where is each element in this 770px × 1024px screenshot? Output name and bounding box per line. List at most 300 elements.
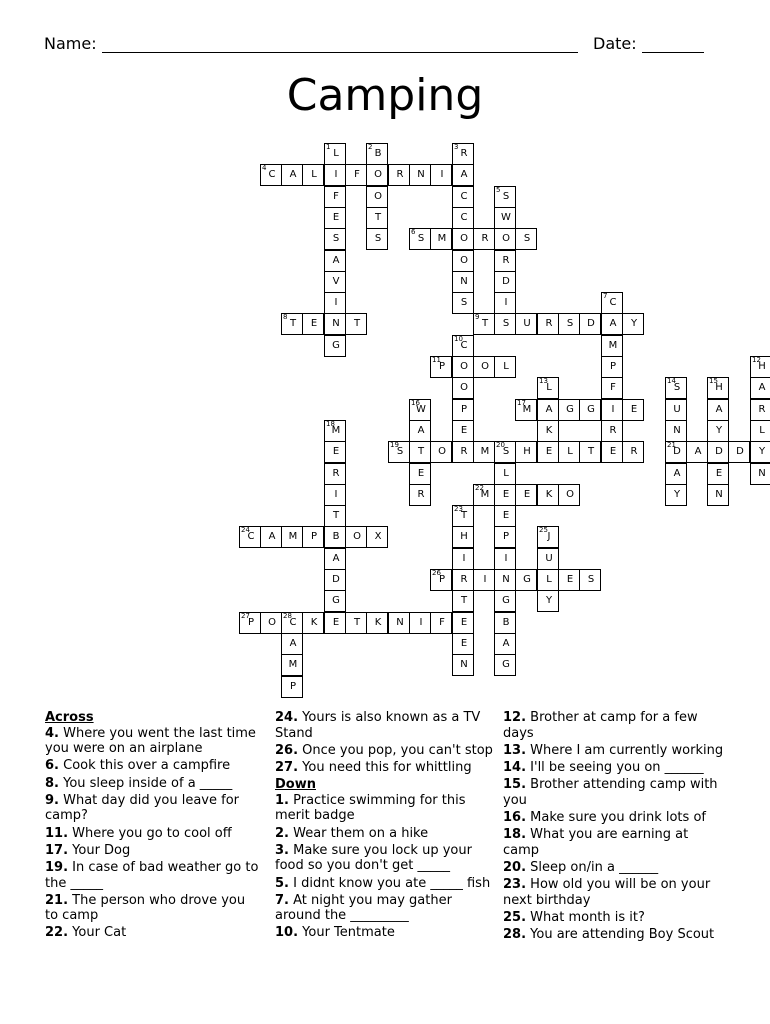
cell-letter: A — [609, 318, 617, 329]
clue — [275, 710, 493, 741]
grid-cell — [281, 654, 303, 676]
grid-cell — [452, 526, 474, 548]
cell-letter: A — [268, 531, 276, 542]
grid-cell — [494, 228, 516, 250]
clue — [275, 893, 493, 924]
grid-cell — [473, 484, 495, 506]
cell-letter: M — [288, 531, 298, 542]
clue-number: 22. — [45, 925, 69, 941]
grid-cell — [452, 441, 474, 463]
grid-cell — [622, 313, 644, 335]
grid-cell — [452, 143, 474, 165]
grid-cell — [324, 590, 346, 612]
grid-cell — [388, 164, 410, 186]
cell-letter: O — [481, 361, 489, 372]
grid-cell — [579, 399, 601, 421]
clue — [45, 860, 260, 891]
grid-cell — [601, 441, 623, 463]
clue-number: 10. — [275, 925, 299, 941]
clue-number: 19. — [45, 859, 69, 875]
cell-letter: R — [396, 169, 404, 180]
grid-cell — [409, 463, 431, 485]
cell-letter: P — [438, 361, 446, 372]
cell-letter: T — [587, 446, 595, 457]
clue — [45, 758, 260, 774]
clue-number: 14. — [503, 759, 527, 775]
clue-number: 1. — [275, 792, 289, 808]
cell-letter: I — [334, 489, 338, 500]
cell-letter: I — [334, 169, 338, 180]
grid-cell — [430, 441, 452, 463]
cell-number: 2 — [368, 143, 373, 151]
grid-cell — [494, 633, 516, 655]
grid-cell — [665, 441, 687, 463]
cell-letter: P — [460, 404, 468, 415]
grid-cell — [494, 505, 516, 527]
grid-cell — [324, 420, 346, 442]
cell-number: 16 — [411, 399, 420, 407]
cell-letter: L — [546, 382, 552, 393]
cell-letter: A — [715, 404, 723, 415]
cell-letter: A — [694, 446, 702, 457]
cell-letter: U — [545, 553, 553, 564]
cell-letter: M — [437, 233, 447, 244]
grid-cell — [452, 654, 474, 676]
clue-text: Where you went the last time you were on an airplane — [45, 725, 256, 757]
grid-cell — [452, 377, 474, 399]
cell-letter: L — [333, 148, 339, 159]
grid-cell — [494, 548, 516, 570]
grid-cell — [345, 526, 367, 548]
grid-cell — [750, 399, 770, 421]
clue-number: 4. — [45, 725, 59, 741]
cell-letter: I — [611, 404, 615, 415]
cell-letter: E — [523, 489, 531, 500]
cell-letter: N — [460, 276, 468, 287]
grid-cell — [665, 484, 687, 506]
clue — [503, 927, 725, 943]
grid-cell — [324, 228, 346, 250]
cell-letter: T — [353, 617, 361, 628]
grid-cell — [537, 420, 559, 442]
grid-cell — [452, 420, 474, 442]
clue-number: 6. — [45, 758, 59, 774]
grid-cell — [537, 590, 559, 612]
clue — [503, 760, 725, 776]
grid-cell — [239, 612, 261, 634]
cell-letter: O — [460, 233, 468, 244]
cell-letter: A — [289, 169, 297, 180]
clue-text: Once you pop, you can't stop — [298, 742, 493, 758]
clue-text: Brother attending camp with you — [503, 777, 718, 808]
grid-cell — [366, 207, 388, 229]
grid-cell — [452, 612, 474, 634]
across-heading: Across — [45, 710, 94, 725]
grid-cell — [452, 590, 474, 612]
cell-letter: E — [566, 574, 574, 585]
cell-letter: R — [460, 148, 468, 159]
cell-letter: A — [417, 425, 425, 436]
grid-cell — [430, 612, 452, 634]
grid-cell — [239, 526, 261, 548]
clue-text: How old you will be on your next birthday — [503, 877, 711, 908]
grid-cell — [430, 569, 452, 591]
cell-letter: S — [417, 233, 425, 244]
cell-number: 18 — [326, 420, 335, 428]
grid-cell — [366, 186, 388, 208]
grid-cell — [665, 377, 687, 399]
clue-text: In case of bad weather go to the _____ — [45, 859, 259, 891]
grid-cell — [494, 654, 516, 676]
cell-letter: E — [417, 468, 425, 479]
cell-letter: A — [460, 169, 468, 180]
grid-cell — [281, 164, 303, 186]
grid-cell — [324, 313, 346, 335]
grid-cell — [302, 313, 324, 335]
grid-cell — [324, 505, 346, 527]
grid-cell — [665, 420, 687, 442]
cell-letter: N — [417, 169, 425, 180]
cell-letter: D — [332, 574, 340, 585]
grid-cell — [494, 484, 516, 506]
grid-cell — [750, 420, 770, 442]
clue-text: What you are earning at camp — [503, 827, 689, 858]
clue-text: Your Dog — [68, 842, 131, 858]
cell-letter: E — [310, 318, 318, 329]
clue — [45, 726, 260, 757]
clue-number: 12. — [503, 710, 527, 725]
clue — [275, 793, 493, 824]
date-label: Date: — [593, 34, 637, 53]
grid-cell — [707, 484, 729, 506]
grid-cell — [494, 250, 516, 272]
clue — [45, 843, 260, 859]
grid-cell — [558, 484, 580, 506]
cell-number: 27 — [241, 612, 250, 620]
cell-letter: P — [289, 681, 297, 692]
grid-cell — [601, 420, 623, 442]
cell-letter: P — [310, 531, 318, 542]
grid-cell — [324, 441, 346, 463]
cell-letter: C — [460, 212, 468, 223]
cell-letter: J — [547, 531, 551, 542]
clue — [503, 810, 725, 826]
grid-cell — [409, 420, 431, 442]
cell-letter: E — [460, 638, 468, 649]
cell-letter: N — [758, 468, 766, 479]
grid-cell — [409, 612, 431, 634]
grid-cell — [324, 463, 346, 485]
grid-cell — [473, 569, 495, 591]
cell-letter: T — [460, 595, 468, 606]
cell-number: 22 — [475, 484, 484, 492]
clue — [275, 760, 493, 776]
cell-number: 21 — [667, 441, 676, 449]
cell-letter: H — [523, 446, 531, 457]
cell-letter: C — [460, 191, 468, 202]
clue-number: 2. — [275, 825, 289, 841]
clue-text: Brother at camp for a few days — [503, 710, 698, 741]
clue-text: You sleep inside of a _____ — [58, 775, 233, 791]
cell-letter: W — [501, 212, 511, 223]
grid-cell — [260, 612, 282, 634]
cell-letter: N — [332, 318, 340, 329]
cell-letter: K — [310, 617, 318, 628]
grid-cell — [622, 441, 644, 463]
grid-cell — [473, 228, 495, 250]
cell-letter: L — [546, 574, 552, 585]
cell-number: 9 — [475, 313, 480, 321]
clue-text: You need this for whittling — [298, 759, 472, 775]
cell-letter: S — [502, 191, 510, 202]
cell-letter: O — [460, 361, 468, 372]
clue — [275, 826, 493, 842]
grid-cell — [281, 676, 303, 698]
grid-cell — [665, 399, 687, 421]
cell-number: 24 — [241, 526, 250, 534]
cell-number: 15 — [709, 377, 718, 385]
grid-cell — [324, 526, 346, 548]
clue-number: 5. — [275, 875, 289, 891]
grid-cell — [750, 441, 770, 463]
grid-cell — [345, 313, 367, 335]
clue-number: 7. — [275, 892, 289, 908]
grid-cell — [537, 313, 559, 335]
cell-letter: G — [332, 595, 340, 606]
cell-letter: N — [460, 659, 468, 670]
clue-number: 15. — [503, 777, 527, 793]
cell-letter: P — [438, 574, 446, 585]
cell-letter: U — [523, 318, 531, 329]
cell-letter: O — [374, 191, 382, 202]
cell-letter: C — [460, 340, 468, 351]
cell-letter: S — [460, 297, 468, 308]
grid-cell — [452, 250, 474, 272]
cell-letter: P — [502, 531, 510, 542]
cell-letter: L — [311, 169, 317, 180]
clue-number: 23. — [503, 877, 527, 893]
cell-letter: S — [523, 233, 531, 244]
grid-cell — [515, 441, 537, 463]
clue — [503, 777, 725, 808]
grid-cell — [579, 313, 601, 335]
cell-number: 13 — [539, 377, 548, 385]
grid-cell — [537, 484, 559, 506]
clue-number: 8. — [45, 775, 59, 791]
cell-letter: G — [566, 404, 574, 415]
clue-text: Sleep on/in a ______ — [526, 859, 659, 875]
clue-text: At night you may gather around the _________ — [275, 892, 452, 924]
grid-cell — [452, 505, 474, 527]
clue-number: 21. — [45, 892, 69, 908]
grid-cell — [473, 313, 495, 335]
clue — [275, 843, 493, 874]
grid-cell — [707, 441, 729, 463]
cell-letter: O — [566, 489, 574, 500]
cell-number: 12 — [752, 356, 761, 364]
grid-cell — [494, 463, 516, 485]
grid-cell — [324, 548, 346, 570]
grid-cell — [324, 569, 346, 591]
grid-cell — [281, 633, 303, 655]
clue-text: Practice swimming for this merit badge — [275, 792, 466, 824]
cell-letter: O — [460, 382, 468, 393]
clue-text: Yours is also known as a TV Stand — [275, 710, 481, 741]
grid-cell — [494, 590, 516, 612]
grid-cell — [324, 186, 346, 208]
grid-cell — [366, 526, 388, 548]
cell-letter: I — [504, 297, 508, 308]
cell-letter: A — [545, 404, 553, 415]
clue-text: Your Tentmate — [298, 925, 395, 941]
cell-letter: Y — [545, 595, 553, 606]
cell-letter: D — [673, 446, 681, 457]
clue-text: Wear them on a hike — [288, 825, 429, 841]
cell-letter: B — [502, 617, 510, 628]
grid-cell — [430, 356, 452, 378]
cell-letter: K — [545, 425, 553, 436]
clue-number: 3. — [275, 842, 289, 858]
cell-letter: X — [374, 531, 382, 542]
grid-cell — [728, 441, 750, 463]
cell-letter: T — [417, 446, 425, 457]
clue-number: 26. — [275, 742, 299, 758]
grid-cell — [537, 441, 559, 463]
grid-cell — [515, 399, 537, 421]
cell-letter: E — [460, 617, 468, 628]
clue — [503, 877, 725, 908]
grid-cell — [537, 526, 559, 548]
grid-cell — [452, 164, 474, 186]
grid-cell — [537, 548, 559, 570]
cell-letter: E — [332, 617, 340, 628]
clues-column-3 — [503, 710, 725, 944]
clue-number: 24. — [275, 710, 299, 725]
cell-number: 19 — [390, 441, 399, 449]
grid-cell — [452, 228, 474, 250]
cell-number: 1 — [326, 143, 331, 151]
grid-cell — [494, 356, 516, 378]
cell-letter: K — [374, 617, 382, 628]
grid-cell — [260, 164, 282, 186]
grid-cell — [281, 612, 303, 634]
grid-cell — [324, 484, 346, 506]
grid-cell — [452, 186, 474, 208]
cell-number: 5 — [496, 186, 501, 194]
grid-cell — [707, 399, 729, 421]
grid-cell — [366, 164, 388, 186]
grid-cell — [452, 356, 474, 378]
grid-cell — [494, 186, 516, 208]
cell-letter: F — [439, 617, 445, 628]
clue — [45, 826, 260, 842]
clue-text: Your Cat — [68, 925, 127, 941]
clue-text: The person who drove you to camp — [45, 892, 246, 924]
cell-letter: T — [460, 510, 468, 521]
grid-cell — [622, 399, 644, 421]
cell-letter: I — [334, 297, 338, 308]
cell-letter: R — [630, 446, 638, 457]
clues-column-1 — [45, 710, 260, 943]
cell-letter: D — [502, 276, 510, 287]
grid-cell — [494, 207, 516, 229]
cell-letter: M — [522, 404, 532, 415]
clue-number: 27. — [275, 759, 299, 775]
grid-cell — [494, 526, 516, 548]
cell-letter: O — [268, 617, 276, 628]
cell-number: 10 — [454, 335, 463, 343]
grid-cell — [281, 313, 303, 335]
clue-number: 18. — [503, 827, 527, 843]
grid-cell — [558, 313, 580, 335]
cell-letter: G — [502, 595, 510, 606]
grid-cell — [409, 399, 431, 421]
grid-cell — [707, 377, 729, 399]
cell-letter: L — [567, 446, 573, 457]
cell-letter: U — [673, 404, 681, 415]
cell-letter: I — [419, 617, 423, 628]
cell-letter: H — [460, 531, 468, 542]
grid-cell — [601, 292, 623, 314]
cell-letter: F — [610, 382, 616, 393]
clue-number: 25. — [503, 909, 527, 925]
cell-letter: Y — [630, 318, 638, 329]
name-label: Name: — [44, 34, 97, 53]
grid-cell — [409, 484, 431, 506]
grid-cell — [494, 441, 516, 463]
cell-letter: A — [673, 468, 681, 479]
cell-letter: K — [545, 489, 553, 500]
cell-letter: A — [332, 255, 340, 266]
clue-text: I'll be seeing you on ______ — [526, 759, 704, 775]
clue-text: You are attending Boy Scout — [526, 927, 715, 943]
cell-letter: Y — [758, 446, 766, 457]
cell-number: 17 — [517, 399, 526, 407]
cell-number: 3 — [454, 143, 459, 151]
page-title: Camping — [286, 70, 484, 121]
clue — [503, 860, 725, 876]
grid-cell — [686, 441, 708, 463]
cell-letter: B — [332, 531, 340, 542]
cell-letter: R — [460, 574, 468, 585]
cell-letter: R — [545, 318, 553, 329]
grid-cell — [558, 399, 580, 421]
grid-cell — [537, 377, 559, 399]
cell-letter: D — [715, 446, 723, 457]
cell-letter: P — [247, 617, 255, 628]
grid-cell — [601, 399, 623, 421]
cell-letter: S — [332, 233, 340, 244]
cell-letter: R — [417, 489, 425, 500]
clue-text: I didnt know you ate _____ fish — [288, 875, 491, 891]
grid-cell — [366, 143, 388, 165]
grid-cell — [324, 250, 346, 272]
cell-letter: T — [481, 318, 489, 329]
clue-number: 9. — [45, 792, 59, 808]
cell-letter: N — [673, 425, 681, 436]
grid-cell — [494, 313, 516, 335]
cell-letter: E — [545, 446, 553, 457]
grid-cell — [494, 569, 516, 591]
clue — [45, 776, 260, 792]
clue-number: 11. — [45, 825, 69, 841]
cell-number: 25 — [539, 526, 548, 534]
cell-letter: S — [502, 318, 510, 329]
grid-cell — [601, 356, 623, 378]
grid-cell — [558, 441, 580, 463]
cell-letter: G — [523, 574, 531, 585]
cell-letter: E — [502, 489, 510, 500]
